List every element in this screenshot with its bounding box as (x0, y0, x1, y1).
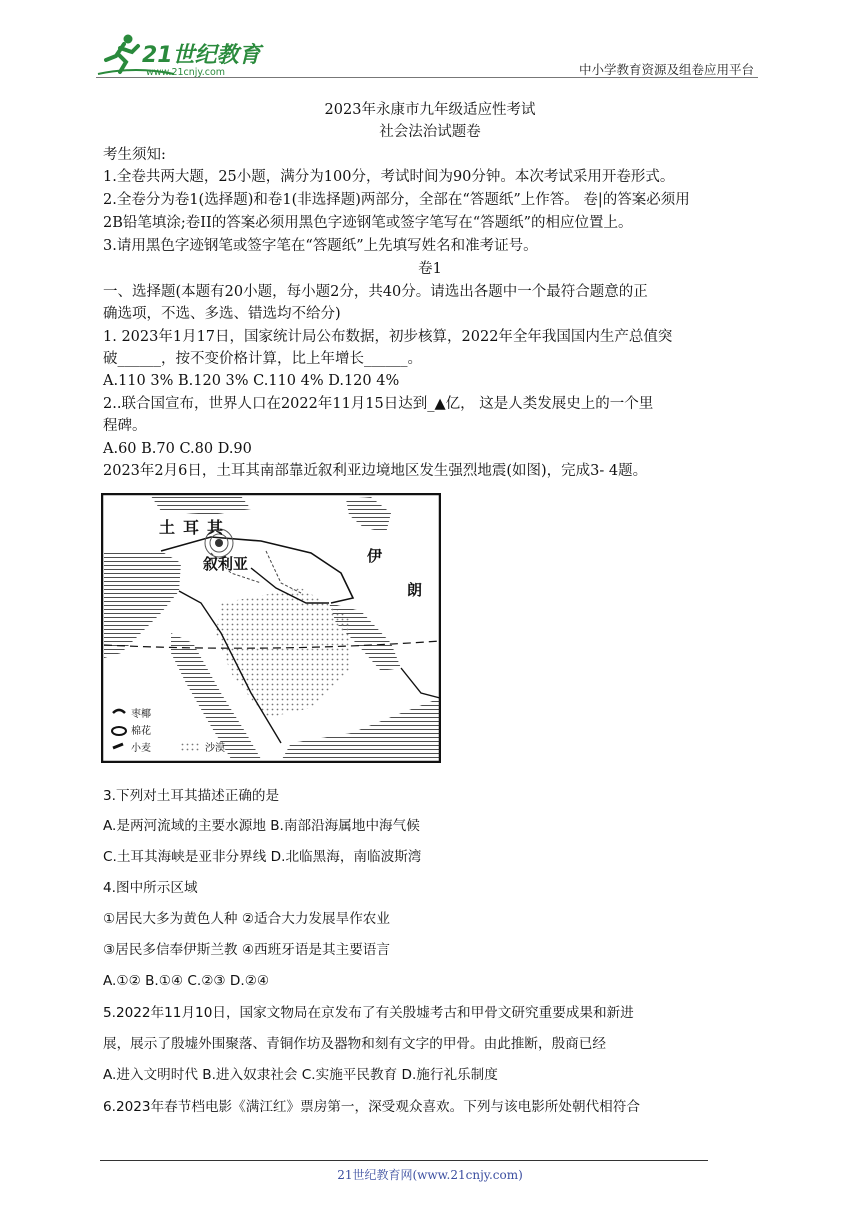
section-heading: 一、选择题(本题有20小题，每小题2分，共40分。请选出各题中一个最符合题意的正 (103, 284, 648, 300)
footer-divider (100, 1160, 708, 1161)
notice-item: 2B铅笔填涂;卷II的答案必须用黑色字迹钢笔或签字笔写在“答题纸”的相应位置上。 (103, 215, 633, 231)
legend-wheat: 小麦 (131, 743, 151, 754)
desert-icon (179, 742, 201, 752)
exam-title: 2023年永康市九年级适应性考试 (324, 102, 536, 118)
legend-cotton: 棉花 (131, 726, 151, 737)
section-heading-cont: 确选项，不选、多选、错选均不给分) (103, 306, 341, 322)
question-3-options-ab: A.是两河流域的主要水源地 B.南部沿海属地中海气候 (103, 818, 420, 834)
question-1-stem: 1. 2023年1月17日，国家统计局公布数据，初步核算，2022年全年我国国内生产总值突 (103, 329, 673, 345)
notice-item: 2.全卷分为卷1(选择题)和卷1(非选择题)两部分，全部在“答题纸”上作答。 卷|的答案必须用 (103, 192, 690, 208)
question-1-options: A.110 3% B.120 3% C.110 4% D.120 4% (103, 373, 400, 389)
question-6-stem: 6.2023年春节档电影《满江红》票房第一，深受观众喜欢。下列与该电影所处朝代相符合 (103, 1099, 640, 1115)
notice-heading: 考生须知: (103, 147, 166, 163)
middle-east-map (101, 493, 441, 763)
volume-label: 卷1 (418, 261, 442, 277)
notice-item: 1.全卷共两大题，25小题，满分为100分，考试时间为90分钟。本次考试采用开卷形式。 (103, 169, 675, 185)
footer-site: 21世纪教育网(www.21cnjy.com) (337, 1168, 523, 1182)
questions-3-4-intro: 2023年2月6日，土耳其南部靠近叙利亚边境地区发生强烈地震(如图)，完成3- 4题。 (103, 463, 648, 479)
question-4-stem: 4.图中所示区域 (103, 880, 198, 896)
logo-url: www.21cnjy.com (146, 67, 226, 78)
question-4-options: A.①② B.①④ C.②③ D.②④ (103, 973, 270, 989)
notice-item: 3.请用黑色字迹钢笔或签字笔在“答题纸”上先填写姓名和准考证号。 (103, 238, 538, 254)
question-4-statements-34: ③居民多信奉伊斯兰教 ④西班牙语是其主要语言 (103, 942, 390, 958)
question-2-stem-cont: 程碑。 (103, 418, 147, 434)
exam-subtitle: 社会法治试题卷 (379, 124, 481, 140)
question-1-stem-cont: 破______，按不变价格计算，比上年增长______。 (103, 351, 422, 367)
label-iran-2: 朗 (407, 581, 423, 599)
logo (96, 30, 266, 78)
question-3-options-cd: C.土耳其海峡是亚非分界线 D.北临黑海，南临波斯湾 (103, 849, 422, 865)
label-syria: 叙利亚 (203, 555, 249, 573)
question-2-options: A.60 B.70 C.80 D.90 (103, 441, 252, 457)
legend-date-palm: 枣椰 (131, 709, 151, 720)
site-name: 中小学教育资源及组卷应用平台 (578, 62, 754, 77)
question-2-stem: 2..联合国宣布，世界人口在2022年11月15日达到_▲亿， 这是人类发展史上的一个里 (103, 396, 654, 412)
question-5-stem: 5.2022年11月10日，国家文物局在京发布了有关殷墟考古和甲骨文研究重要成果和新进 (103, 1005, 634, 1021)
logo-brand: 21世纪教育 (142, 43, 261, 68)
question-5-options: A.进入文明时代 B.进入奴隶社会 C.实施平民教育 D.施行礼乐制度 (103, 1067, 498, 1083)
question-3-stem: 3.下列对土耳其描述正确的是 (103, 788, 280, 804)
page-header (96, 30, 758, 78)
label-iran-1: 伊 (367, 547, 383, 565)
header-divider (96, 77, 758, 78)
question-4-statements-12: ①居民大多为黄色人种 ②适合大力发展旱作农业 (103, 911, 390, 927)
label-turkey: 土耳其 (159, 518, 232, 537)
legend-desert: 沙漠 (205, 743, 225, 754)
question-5-stem-cont: 展，展示了殷墟外围聚落、青铜作坊及器物和刻有文字的甲骨。由此推断，殷商已经 (103, 1036, 606, 1052)
